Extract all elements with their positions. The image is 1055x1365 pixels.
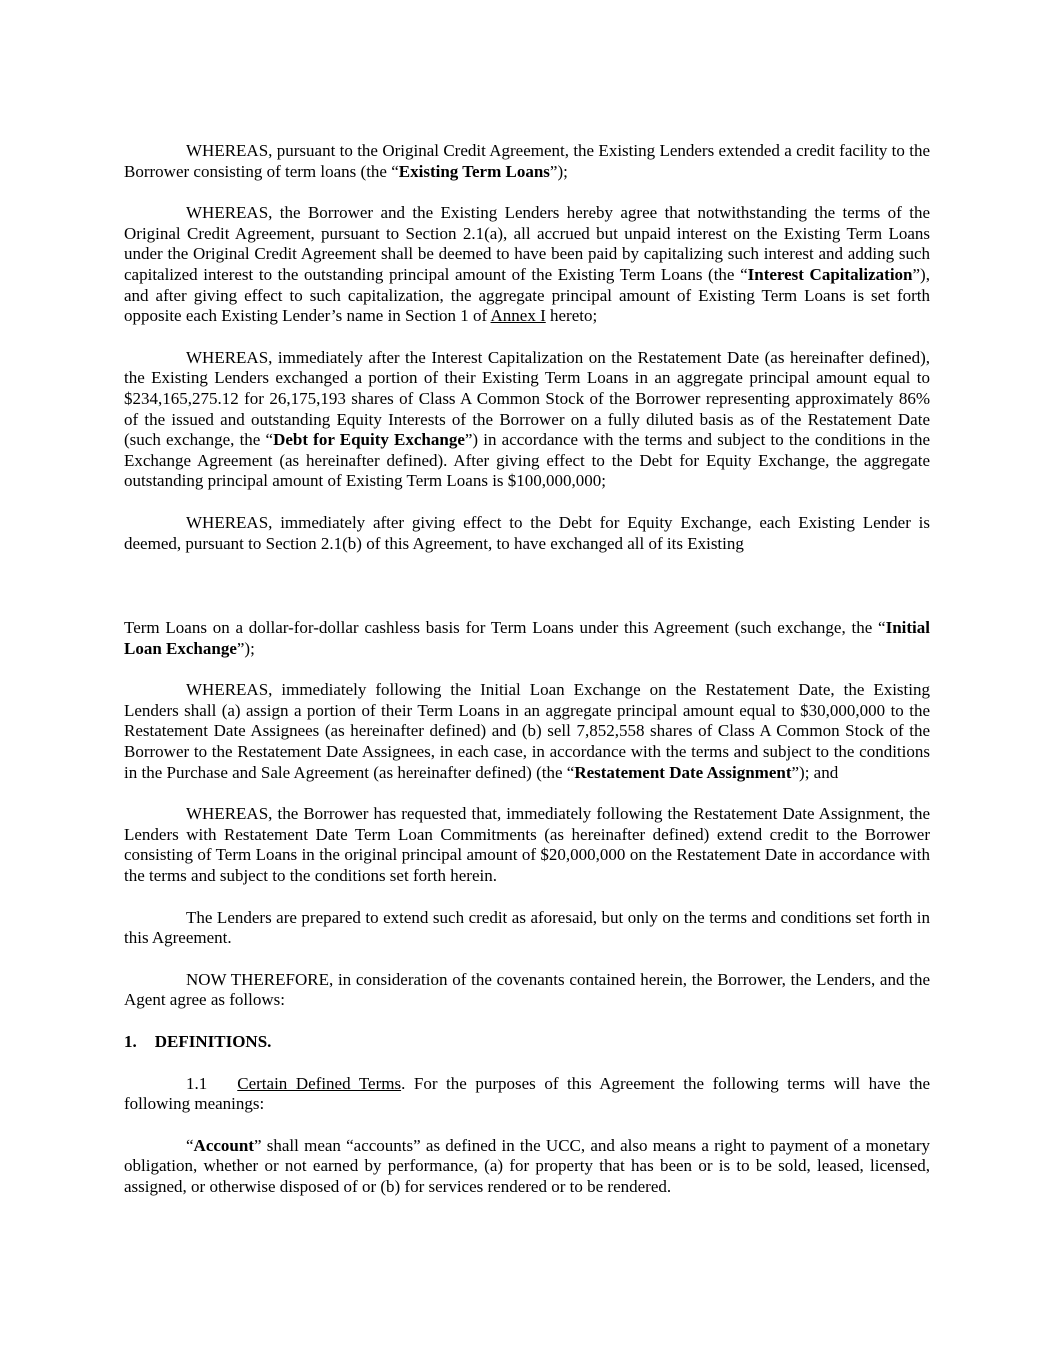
text-run: WHEREAS, pursuant to the Original Credit Agreement, the Existing Lenders extended a credit facility to the Borrower consisting of term loans (the “ [124, 141, 930, 181]
certain-defined-terms [124, 1074, 930, 1115]
whereas-existing-term-loans [124, 141, 930, 182]
text-run: ”); [549, 161, 568, 181]
whereas-new-term-loans [124, 804, 930, 886]
whereas-debt-for-equity-exchange [124, 348, 930, 492]
text-run: WHEREAS, the Borrower and the Existing Lenders hereby agree that notwithstanding the terms of the Original Credit Agreement, pursuant to Section 2.1(a), all accrued but unpaid interest on the Existing Term Loans under the Original Credit Agreement shall be deemed to have been paid by capitalizing such interest and adding such capitalized interest to the outstanding principal amount of the Existing Term Loans (the “ [124, 203, 930, 284]
now-therefore [124, 970, 930, 1011]
text-run: The Lenders are prepared to extend such credit as aforesaid, but only on the terms and conditions set forth in this Agreement. [124, 907, 930, 948]
text-run: 1.1 [186, 1073, 208, 1093]
text-run: Account [193, 1135, 254, 1155]
whereas-restatement-date-assignment [124, 680, 930, 783]
text-run: WHEREAS, immediately after the Interest Capitalization on the Restatement Date (as hereinafter defined), the Existing Lenders exchanged a portion of their Existing Term Loans in an aggregate principal amount equal to $234,165,275.12 for 26,175,193 shares of Class A Common Stock of the Borrower representing approximately 86% of the issued and outstanding Equity Interests of the Borrower on a fully diluted basis as of the Restatement Date (such exchange, the “ [124, 347, 930, 450]
whereas-interest-capitalization [124, 203, 930, 327]
text-run: WHEREAS, the Borrower has requested that, immediately following the Restatement Date Assignment, the Lenders with Restatement Date Term Loan Commitments (as hereinafter defined) extend credit to the Borrower consisting of Term Loans in the original principal amount of $20,000,000 on the Restatement Date in accordance with the terms and subject to the conditions set forth herein. [124, 804, 930, 886]
account-definition [124, 1136, 930, 1198]
text-run: Interest Capitalization [747, 264, 913, 284]
text-run: “ [186, 1135, 194, 1155]
text-run: Restatement Date Assignment [574, 762, 792, 782]
text-run: NOW THEREFORE, in consideration of the covenants contained herein, the Borrower, the Lenders, and the Agent agree as follows: [124, 969, 930, 1010]
text-run: Annex I [490, 306, 546, 326]
text-run: Existing Term Loans [398, 161, 550, 181]
whereas-initial-loan-exchange-part1 [124, 513, 930, 554]
text-run: Term Loans on a dollar-for-dollar cashless basis for Term Loans under this Agreement (such exchange, the “ [124, 618, 886, 638]
text-run: ”) in accordance with the terms and subject to the conditions in the Exchange Agreement (as hereinafter defined). After giving effect to the Debt for Equity Exchange, the aggregate outstanding principal amount of Existing Term Loans is $100,000,000; [124, 430, 931, 491]
text-run: hereto; [545, 306, 598, 326]
lenders-prepared [124, 908, 930, 949]
definitions-heading [124, 1032, 930, 1053]
text-run: Certain Defined Terms [237, 1073, 402, 1093]
text-run: Initial Loan Exchange [124, 618, 930, 658]
text-run: ”); and [791, 762, 839, 782]
text-run: Debt for Equity Exchange [273, 430, 465, 450]
initial-loan-exchange-continuation [124, 618, 930, 659]
text-run: 1. [124, 1032, 137, 1051]
text-run: ”); [236, 638, 255, 658]
text-run: . For the purposes of this Agreement the following terms will have the following meanings: [124, 1073, 930, 1114]
document-body [124, 141, 930, 1198]
text-run: DEFINITIONS. [154, 1032, 272, 1051]
text-run: WHEREAS, immediately after giving effect to the Debt for Equity Exchange, each Existing Lender is deemed, pursuant to Section 2.1(b) of this Agreement, to have exchanged all of its Existing [124, 512, 930, 553]
text-run: ”), and after giving effect to such capitalization, the aggregate principal amount of Existing Term Loans is set forth opposite each Existing Lender’s name in Section 1 of [124, 264, 930, 326]
text-run: ” shall mean “accounts” as defined in the UCC, and also means a right to payment of a monetary obligation, whether or not earned by performance, (a) for property that has been or is to be sold, leased, licensed, assigned, or otherwise disposed of or (b) for services rendered or to be rendered. [124, 1135, 930, 1196]
text-run: WHEREAS, immediately following the Initial Loan Exchange on the Restatement Date, the Existing Lenders shall (a) assign a portion of their Term Loans in an aggregate principal amount equal to $30,000,000 to the Restatement Date Assignees (as hereinafter defined) and (b) sell 7,852,558 shares of Class A Common Stock of the Borrower to the Restatement Date Assignees, in each case, in accordance with the terms and subject to the conditions in the Purchase and Sale Agreement (as hereinafter defined) (the “ [124, 680, 930, 782]
